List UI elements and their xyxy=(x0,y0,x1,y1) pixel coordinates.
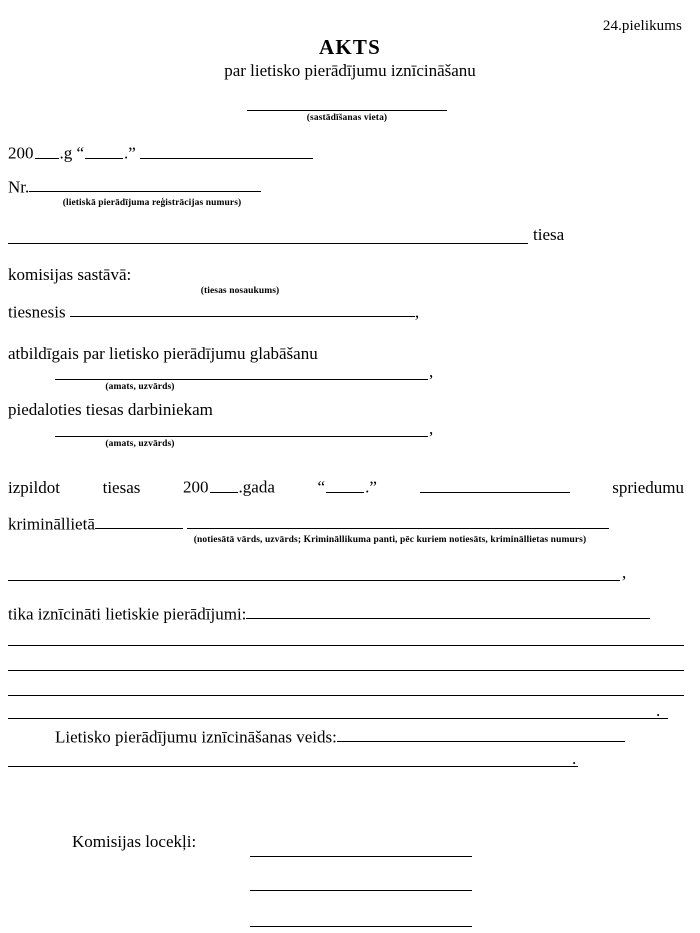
method-label: Lietisko pierādījumu iznīcināšanas veids: xyxy=(55,727,337,747)
judgment-day-group xyxy=(318,476,377,498)
date-quote-close: .” xyxy=(124,143,136,163)
date-quote-open: “ xyxy=(76,143,85,163)
destroyed-blank-3[interactable] xyxy=(8,670,684,671)
number-line xyxy=(8,176,261,197)
clerk-blank[interactable] xyxy=(55,436,428,437)
court-name-blank[interactable] xyxy=(8,243,528,244)
page-subtitle: par lietisko pierādījumu iznīcināšanu xyxy=(224,61,476,80)
method-line xyxy=(55,726,625,747)
judgment-word-2: tiesas xyxy=(102,477,141,497)
place-caption: (sastādīšanas vieta) xyxy=(306,113,388,123)
judgment-year-group xyxy=(183,476,275,498)
method-trailing: . xyxy=(572,749,577,768)
date-month-blank[interactable] xyxy=(140,142,313,158)
judgment-day-blank[interactable] xyxy=(326,476,364,493)
appendix-label: 24.pielikums xyxy=(602,18,682,34)
date-line xyxy=(8,142,313,164)
judgment-word-1: izpildot xyxy=(8,477,60,497)
judge-trailing: , xyxy=(414,302,420,322)
case-label: krimināllietā xyxy=(8,514,95,534)
case-continuation-trailing: , xyxy=(622,563,627,582)
destroyed-trailing: . xyxy=(656,701,661,720)
method-blank-1[interactable] xyxy=(337,726,625,742)
members-label: Komisijas locekļi: xyxy=(72,832,197,851)
judge-label: tiesnesis xyxy=(8,302,66,322)
judge-blank[interactable] xyxy=(70,301,415,317)
number-blank[interactable] xyxy=(29,176,261,192)
custodian-caption: (amats, uzvārds) xyxy=(105,382,175,392)
destroyed-blank-1[interactable] xyxy=(246,603,650,619)
date-year-prefix: 200 xyxy=(8,143,34,163)
method-blank-2[interactable] xyxy=(8,766,578,767)
case-caption: (notiesātā vārds, uzvārds; Krimināllikuma panti, pēc kuriem notiesāts, krimināllietas numurs) xyxy=(193,535,587,545)
number-caption: (lietiskā pierādījuma reģistrācijas numurs) xyxy=(62,198,242,208)
date-year-blank[interactable] xyxy=(35,142,59,159)
judge-line xyxy=(8,301,419,322)
destroyed-blank-4[interactable] xyxy=(8,695,684,696)
member-signature-line-2[interactable] xyxy=(250,890,472,891)
court-name-caption: (tiesas nosaukums) xyxy=(200,286,280,296)
date-year-suffix: .g xyxy=(59,143,73,163)
number-label: Nr. xyxy=(8,177,30,197)
judgment-trailing-word: spriedumu xyxy=(612,477,684,497)
judgment-quote-close: .” xyxy=(365,477,377,497)
destroyed-blank-5[interactable] xyxy=(8,718,668,719)
judgment-year-prefix: 200 xyxy=(183,477,209,497)
judgment-year-blank[interactable] xyxy=(210,476,238,493)
destroyed-label: tika iznīcināti lietiskie pierādījumi: xyxy=(8,604,247,624)
date-day-blank[interactable] xyxy=(85,142,123,159)
custodian-label: atbildīgais par lietisko pierādījumu glabāšanu xyxy=(8,344,318,363)
place-blank[interactable] xyxy=(247,110,447,111)
destroyed-blank-2[interactable] xyxy=(8,645,684,646)
case-line xyxy=(8,513,609,534)
commission-intro: komisijas sastāvā: xyxy=(8,265,132,284)
judgment-line xyxy=(8,476,684,498)
custodian-blank[interactable] xyxy=(55,379,428,380)
custodian-trailing: , xyxy=(429,362,434,381)
clerk-trailing: , xyxy=(429,419,434,438)
member-signature-line-1[interactable] xyxy=(250,856,472,857)
clerk-label: piedaloties tiesas darbiniekam xyxy=(8,400,213,419)
court-trailing-word: tiesa xyxy=(533,225,565,244)
clerk-caption: (amats, uzvārds) xyxy=(105,439,175,449)
member-signature-line-3[interactable] xyxy=(250,926,472,927)
judgment-year-suffix: .gada xyxy=(238,477,275,497)
case-continuation-blank[interactable] xyxy=(8,580,620,581)
page-title: AKTS xyxy=(319,35,381,59)
case-blank-a[interactable] xyxy=(95,513,183,529)
judgment-quote-open: “ xyxy=(317,477,326,497)
destroyed-line xyxy=(8,603,650,624)
case-blank-b[interactable] xyxy=(187,513,609,529)
judgment-month-blank[interactable] xyxy=(420,476,570,492)
